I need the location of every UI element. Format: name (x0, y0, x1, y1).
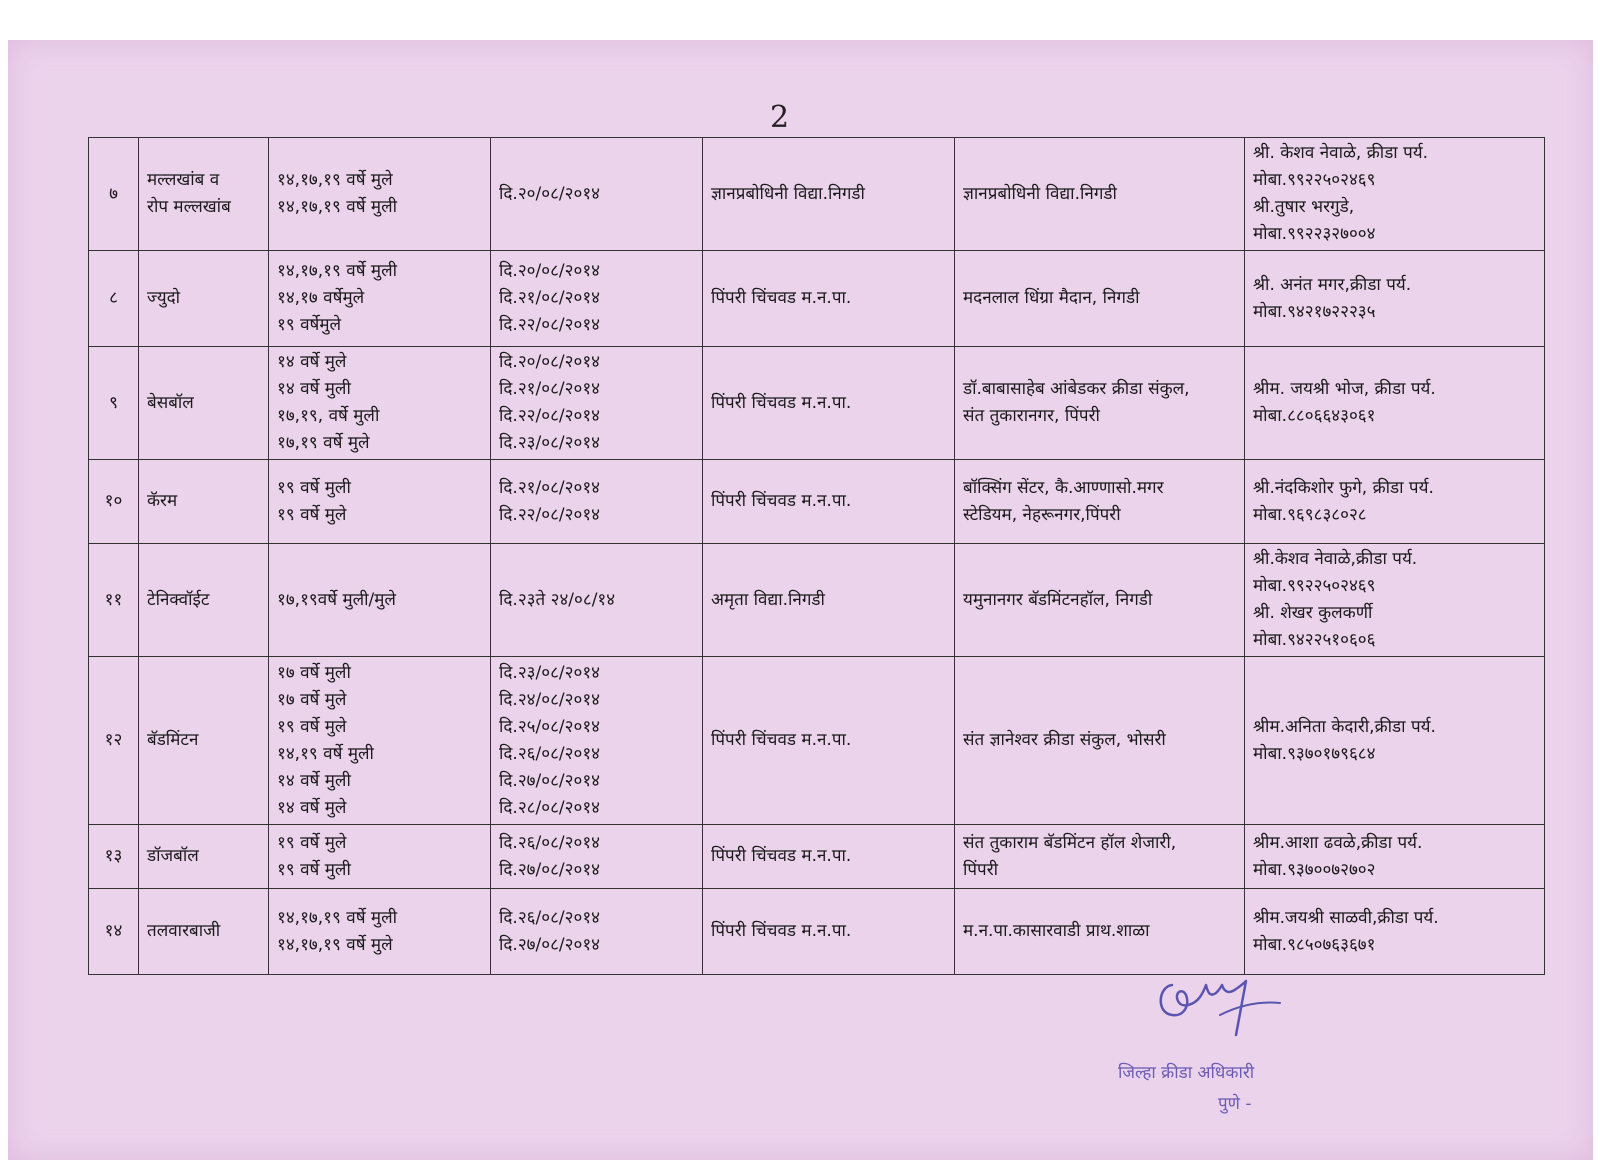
sport-name-line: बेसबॉल (147, 392, 194, 413)
event-dates-line: दि.२०/०८/२०१४ (499, 352, 601, 372)
age-groups-line: १४,१७,१९ वर्षे मुली (277, 907, 398, 928)
age-groups (269, 138, 491, 251)
organizer: पिंपरी चिंचवड म.न.पा. (703, 251, 955, 347)
contact-person-line: श्रीम. जयश्री भोज, क्रीडा पर्य. (1253, 379, 1436, 399)
event-dates (491, 347, 703, 460)
organizer: पिंपरी चिंचवड म.न.पा. (703, 657, 955, 825)
event-dates-line: दि.२२/०८/२०१४ (499, 504, 601, 525)
sport-name (139, 251, 269, 347)
event-dates-line: दि.२४/०८/२०१४ (499, 689, 601, 710)
age-groups-line: १७,१९ वर्षे मुले (277, 433, 370, 453)
contact-person-line: श्रीम.आशा ढवळे,क्रीडा पर्य. (1253, 832, 1423, 853)
age-groups (269, 251, 491, 347)
sport-name-line: तलवारबाजी (147, 921, 221, 941)
contact-person (1245, 657, 1545, 825)
event-dates-line: दि.२६/०८/२०१४ (499, 907, 601, 928)
event-dates-line: दि.२१/०८/२०१४ (499, 288, 601, 308)
age-groups-line: १४,१७,१९ वर्षे मुली (277, 197, 398, 217)
contact-person (1245, 347, 1545, 460)
organizer: पिंपरी चिंचवड म.न.पा. (703, 347, 955, 460)
age-groups-line: १४ वर्षे मुले (277, 797, 347, 818)
age-groups (269, 657, 491, 825)
venue (955, 347, 1245, 460)
signature-icon (1150, 975, 1320, 1045)
contact-person-line: मोबा.९९२२५०२४६९ (1253, 170, 1376, 190)
event-dates-line: दि.२२/०८/२०१४ (499, 315, 601, 335)
venue-line: संत तुकारानगर, पिंपरी (963, 406, 1100, 426)
sport-name (139, 544, 269, 657)
venue (955, 251, 1245, 347)
signature-place: पुणे - (1218, 1094, 1252, 1114)
sport-name (139, 889, 269, 975)
contact-person (1245, 460, 1545, 544)
contact-person (1245, 544, 1545, 657)
event-dates-line: दि.२२/०८/२०१४ (499, 406, 601, 426)
age-groups-line: १४,१७,१९ वर्षे मुली (277, 261, 398, 281)
age-groups-line: १९ वर्षे मुले (277, 716, 347, 737)
event-dates (491, 460, 703, 544)
venue (955, 544, 1245, 657)
contact-person-line: श्रीम.जयश्री साळवी,क्रीडा पर्य. (1253, 907, 1439, 928)
event-dates (491, 825, 703, 889)
contact-person-line: मोबा.९६९८३८०२८ (1253, 504, 1367, 525)
table-row (89, 251, 1545, 347)
contact-person-line: मोबा.९३७००७२७०२ (1253, 859, 1376, 880)
event-dates (491, 138, 703, 251)
page-number: 2 (770, 100, 790, 135)
venue (955, 138, 1245, 251)
age-groups-line: १७,१९वर्षे मुली/मुले (277, 589, 396, 610)
event-dates-line: दि.२६/०८/२०१४ (499, 743, 601, 764)
venue-line: पिंपरी (963, 859, 999, 880)
event-dates-line: दि.२१/०८/२०१४ (499, 477, 601, 498)
age-groups-line: १९ वर्षेमुले (277, 315, 342, 335)
age-groups (269, 825, 491, 889)
contact-person (1245, 889, 1545, 975)
row-number: १३ (89, 825, 139, 889)
event-dates (491, 544, 703, 657)
event-dates-line: दि.२१/०८/२०१४ (499, 379, 601, 399)
age-groups-line: १४,१७ वर्षेमुले (277, 288, 365, 308)
event-dates-line: दि.२६/०८/२०१४ (499, 832, 601, 853)
table-row (89, 138, 1545, 251)
age-groups-line: १९ वर्षे मुले (277, 504, 347, 525)
event-dates-line: दि.२३ते २४/०८/१४ (499, 589, 616, 610)
age-groups-line: १४,१७,१९ वर्षे मुले (277, 934, 393, 955)
sport-name-line: डॉजबॉल (147, 846, 199, 866)
event-dates-line: दि.२७/०८/२०१४ (499, 770, 601, 791)
contact-person (1245, 825, 1545, 889)
signature-block (1100, 975, 1360, 1135)
row-number: १४ (89, 889, 139, 975)
age-groups-line: १४,१७,१९ वर्षे मुले (277, 170, 393, 190)
contact-person (1245, 251, 1545, 347)
row-number: ९ (89, 347, 139, 460)
event-dates-line: दि.२७/०८/२०१४ (499, 859, 601, 880)
contact-person-line: श्री. शेखर कुलकर्णी (1253, 603, 1373, 623)
venue-line: यमुनानगर बॅडमिंटनहॉल, निगडी (963, 589, 1153, 610)
age-groups (269, 460, 491, 544)
age-groups-line: १४ वर्षे मुली (277, 770, 351, 791)
row-number: ७ (89, 138, 139, 251)
sport-name-line: रोप मल्लखांब (147, 197, 231, 217)
schedule-table (88, 137, 1545, 975)
row-number: १२ (89, 657, 139, 825)
age-groups (269, 889, 491, 975)
event-dates-line: दि.२८/०८/२०१४ (499, 797, 601, 818)
venue-line: संत ज्ञानेश्वर क्रीडा संकुल, भोसरी (963, 730, 1166, 750)
contact-person-line: श्री.केशव नेवाळे,क्रीडा पर्य. (1253, 549, 1418, 569)
sport-name (139, 347, 269, 460)
table-row (89, 657, 1545, 825)
event-dates (491, 657, 703, 825)
contact-person-line: श्री. अनंत मगर,क्रीडा पर्य. (1253, 274, 1412, 295)
venue-line: डॉ.बाबासाहेब आंबेडकर क्रीडा संकुल, (963, 379, 1190, 399)
sport-name-line: कॅरम (147, 491, 178, 511)
venue-line: स्टेडियम, नेहरूनगर,पिंपरी (963, 504, 1121, 525)
sport-name-line: ज्युदो (147, 288, 181, 308)
table-row (89, 347, 1545, 460)
sport-name (139, 657, 269, 825)
sport-name (139, 460, 269, 544)
venue (955, 825, 1245, 889)
age-groups-line: १९ वर्षे मुली (277, 859, 351, 880)
table-row (89, 825, 1545, 889)
organizer: पिंपरी चिंचवड म.न.पा. (703, 460, 955, 544)
organizer: पिंपरी चिंचवड म.न.पा. (703, 889, 955, 975)
age-groups-line: १९ वर्षे मुली (277, 477, 351, 498)
table-row (89, 544, 1545, 657)
event-dates-line: दि.२०/०८/२०१४ (499, 261, 601, 281)
age-groups-line: १४,१९ वर्षे मुली (277, 743, 374, 764)
event-dates-line: दि.२७/०८/२०१४ (499, 934, 601, 955)
contact-person-line: मोबा.८८०६६४३०६१ (1253, 406, 1376, 426)
sport-name (139, 138, 269, 251)
organizer: पिंपरी चिंचवड म.न.पा. (703, 825, 955, 889)
venue-line: म.न.पा.कासारवाडी प्राथ.शाळा (963, 921, 1150, 941)
row-number: ८ (89, 251, 139, 347)
event-dates-line: दि.२०/०८/२०१४ (499, 183, 601, 204)
schedule-rows (89, 138, 1545, 975)
contact-person-line: मोबा.९४२२५१०६०६ (1253, 630, 1376, 650)
table-row (89, 889, 1545, 975)
sport-name-line: मल्लखांब व (147, 170, 220, 190)
age-groups-line: १७ वर्षे मुली (277, 662, 351, 683)
row-number: १० (89, 460, 139, 544)
age-groups-line: १७ वर्षे मुले (277, 689, 347, 710)
age-groups (269, 544, 491, 657)
age-groups-line: १९ वर्षे मुले (277, 832, 347, 853)
signature-title: जिल्हा क्रीडा अधिकारी (1118, 1063, 1255, 1083)
sport-name-line: बॅडमिंटन (147, 730, 199, 750)
venue-line: ज्ञानप्रबोधिनी विद्या.निगडी (963, 183, 1117, 204)
age-groups (269, 347, 491, 460)
sport-name-line: टेनिक्वॉईट (147, 589, 210, 610)
contact-person-line: मोबा.९९२२३२७००४ (1253, 224, 1376, 244)
contact-person-line: श्री.तुषार भरगुडे, (1253, 197, 1355, 217)
contact-person-line: मोबा.९९२२५०२४६९ (1253, 576, 1376, 596)
contact-person-line: श्री. केशव नेवाळे, क्रीडा पर्य. (1253, 143, 1429, 163)
organizer: अमृता विद्या.निगडी (703, 544, 955, 657)
contact-person (1245, 138, 1545, 251)
venue-line: बॉक्सिंग सेंटर, कै.आण्णासो.मगर (963, 477, 1164, 498)
contact-person-line: मोबा.९४२१७२२२३५ (1253, 301, 1376, 322)
age-groups-line: १७,१९, वर्षे मुली (277, 406, 380, 426)
age-groups-line: १४ वर्षे मुले (277, 352, 347, 372)
event-dates-line: दि.२३/०८/२०१४ (499, 433, 601, 453)
event-dates (491, 889, 703, 975)
venue-line: संत तुकाराम बॅडमिंटन हॉल शेजारी, (963, 832, 1177, 853)
event-dates (491, 251, 703, 347)
venue (955, 889, 1245, 975)
sport-name (139, 825, 269, 889)
contact-person-line: मोबा.९८५०७६३६७१ (1253, 934, 1376, 955)
venue-line: मदनलाल धिंग्रा मैदान, निगडी (963, 288, 1140, 308)
contact-person-line: मोबा.९३७०१७९६८४ (1253, 743, 1376, 764)
venue (955, 460, 1245, 544)
age-groups-line: १४ वर्षे मुली (277, 379, 351, 399)
event-dates-line: दि.२५/०८/२०१४ (499, 716, 601, 737)
organizer: ज्ञानप्रबोधिनी विद्या.निगडी (703, 138, 955, 251)
venue (955, 657, 1245, 825)
table-row (89, 460, 1545, 544)
contact-person-line: श्रीम.अनिता केदारी,क्रीडा पर्य. (1253, 716, 1436, 737)
event-dates-line: दि.२३/०८/२०१४ (499, 662, 601, 683)
row-number: ११ (89, 544, 139, 657)
contact-person-line: श्री.नंदकिशोर फुगे, क्रीडा पर्य. (1253, 477, 1434, 498)
